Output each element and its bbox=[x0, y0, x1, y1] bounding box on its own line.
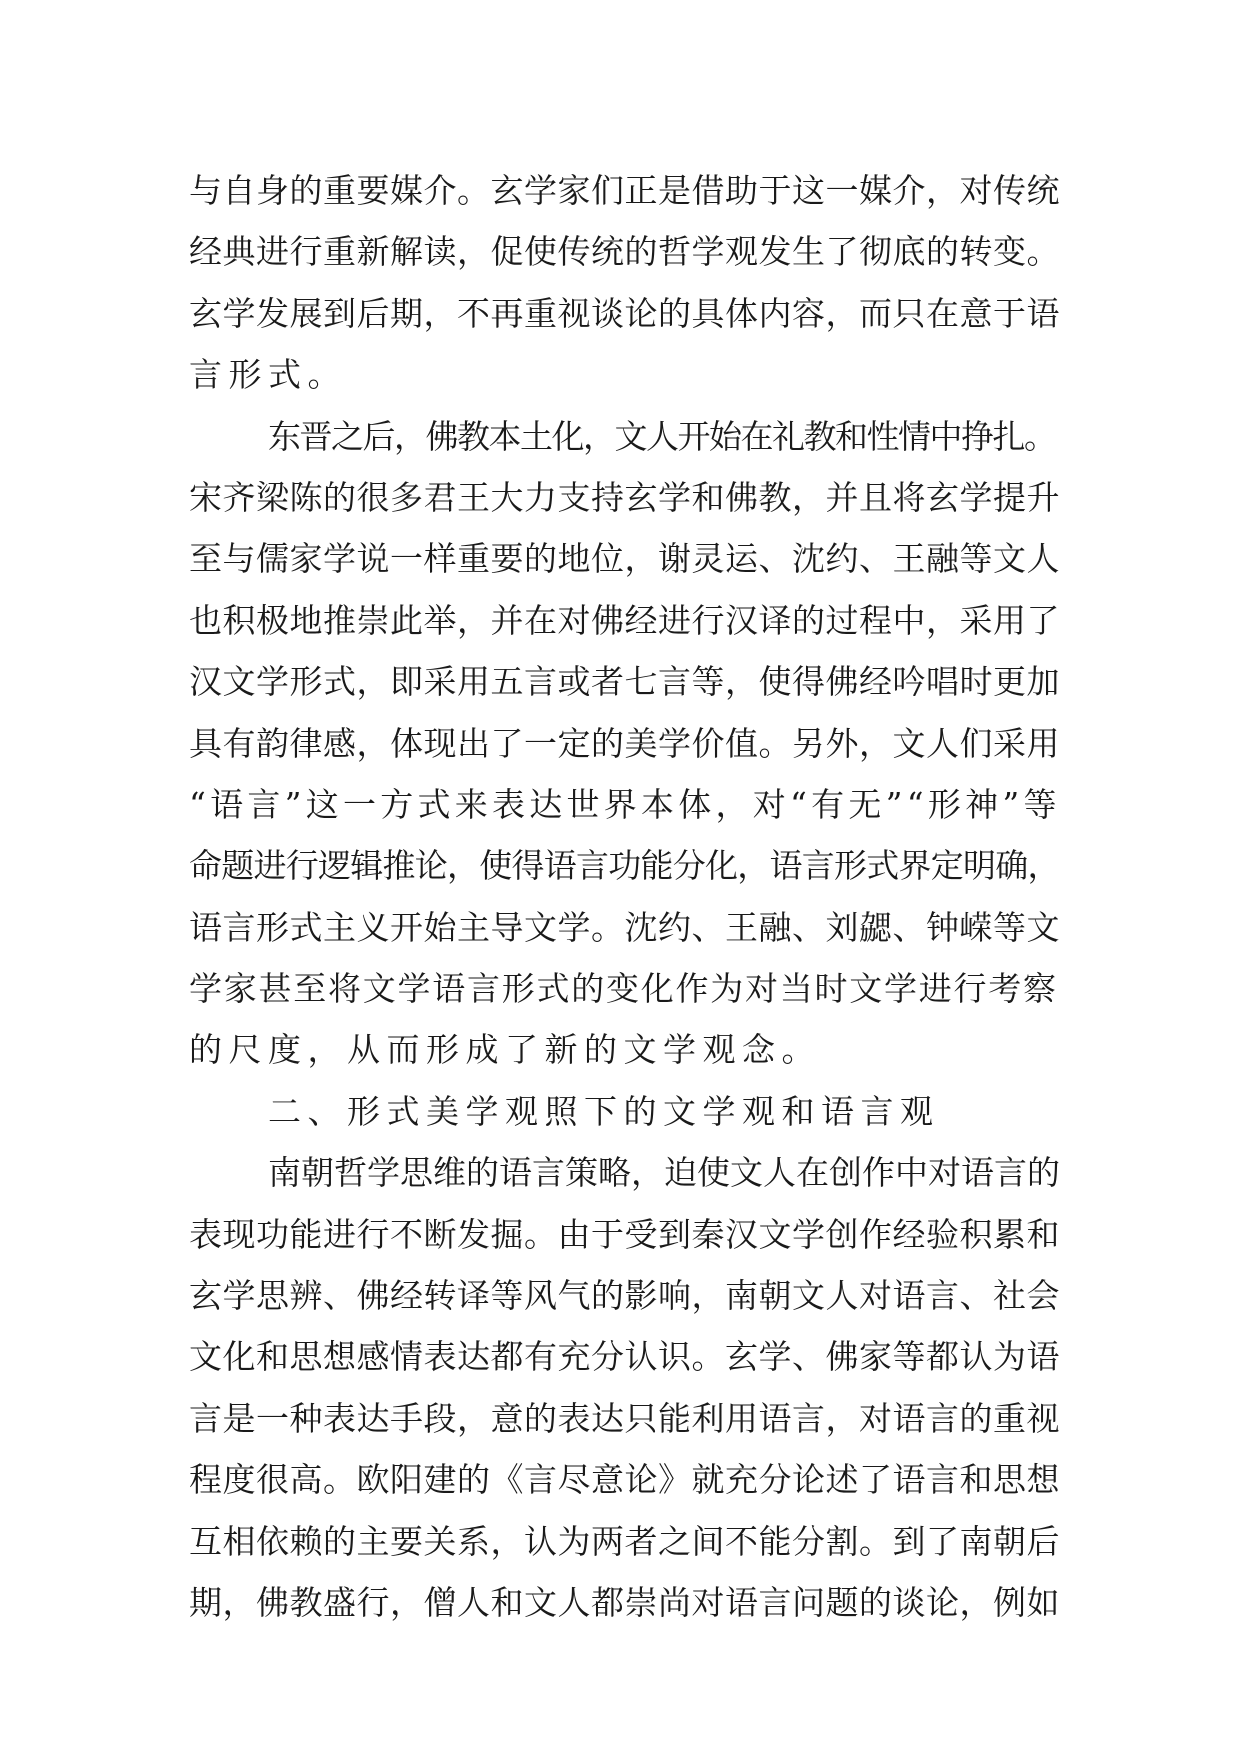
text-line: 与自身的重要媒介。玄学家们正是借助于这一媒介，对传统 bbox=[189, 171, 1060, 210]
text-line: 表现功能进行不断发掘。由于受到秦汉文学创作经验积累和 bbox=[189, 1214, 1060, 1254]
text-line: 至与儒家学说一样重要的地位，谢灵运、沈约、王融等文人 bbox=[189, 539, 1060, 579]
text-line: 命题进行逻辑推论，使得语言功能分化，语言形式界定明确， bbox=[189, 846, 1060, 886]
paragraph-first-line: 南朝哲学思维的语言策略，迫使文人在创作中对语言的 bbox=[268, 1153, 1060, 1193]
text-line: “语言”这一方式来表达世界本体，对“有无”“形神”等 bbox=[189, 784, 1061, 824]
text-line: 也积极地推崇此举，并在对佛经进行汉译的过程中，采用了 bbox=[189, 600, 1060, 640]
text-line: 期，佛教盛行，僧人和文人都崇尚对语言问题的谈论，例如 bbox=[189, 1582, 1060, 1622]
text-line: 汉文学形式，即采用五言或者七言等，使得佛经吟唱时更加 bbox=[189, 662, 1060, 702]
paragraph-first-line: 东晋之后，佛教本土化，文人开始在礼教和性情中挣扎。 bbox=[268, 416, 1056, 456]
text-line: 的尺度，从而形成了新的文学观念。 bbox=[189, 1030, 821, 1070]
text-line: 玄学思辨、佛经转译等风气的影响，南朝文人对语言、社会 bbox=[189, 1276, 1060, 1316]
text-line: 具有韵律感，体现出了一定的美学价值。另外，文人们采用 bbox=[189, 723, 1060, 763]
paragraph-first-line: 二、形式美学观照下的文学观和语言观 bbox=[268, 1091, 940, 1131]
text-line: 文化和思想感情表达都有充分认识。玄学、佛家等都认为语 bbox=[189, 1337, 1060, 1377]
text-line: 学家甚至将文学语言形式的变化作为对当时文学进行考察 bbox=[189, 969, 1058, 1009]
text-line: 言形式。 bbox=[189, 355, 347, 395]
text-line: 言是一种表达手段，意的表达只能利用语言，对语言的重视 bbox=[189, 1398, 1060, 1438]
text-line: 语言形式主义开始主导文学。沈约、王融、刘勰、钟嵘等文 bbox=[189, 907, 1060, 947]
body-text bbox=[189, 160, 1061, 1633]
text-line: 程度很高。欧阳建的《言尽意论》就充分论述了语言和思想 bbox=[189, 1460, 1060, 1500]
text-line: 互相依赖的主要关系，认为两者之间不能分割。到了南朝后 bbox=[189, 1521, 1060, 1561]
text-line: 宋齐梁陈的很多君王大力支持玄学和佛教，并且将玄学提升 bbox=[189, 477, 1060, 517]
text-line: 经典进行重新解读，促使传统的哲学观发生了彻底的转变。 bbox=[189, 232, 1060, 272]
text-line: 玄学发展到后期，不再重视谈论的具体内容，而只在意于语 bbox=[189, 293, 1060, 333]
